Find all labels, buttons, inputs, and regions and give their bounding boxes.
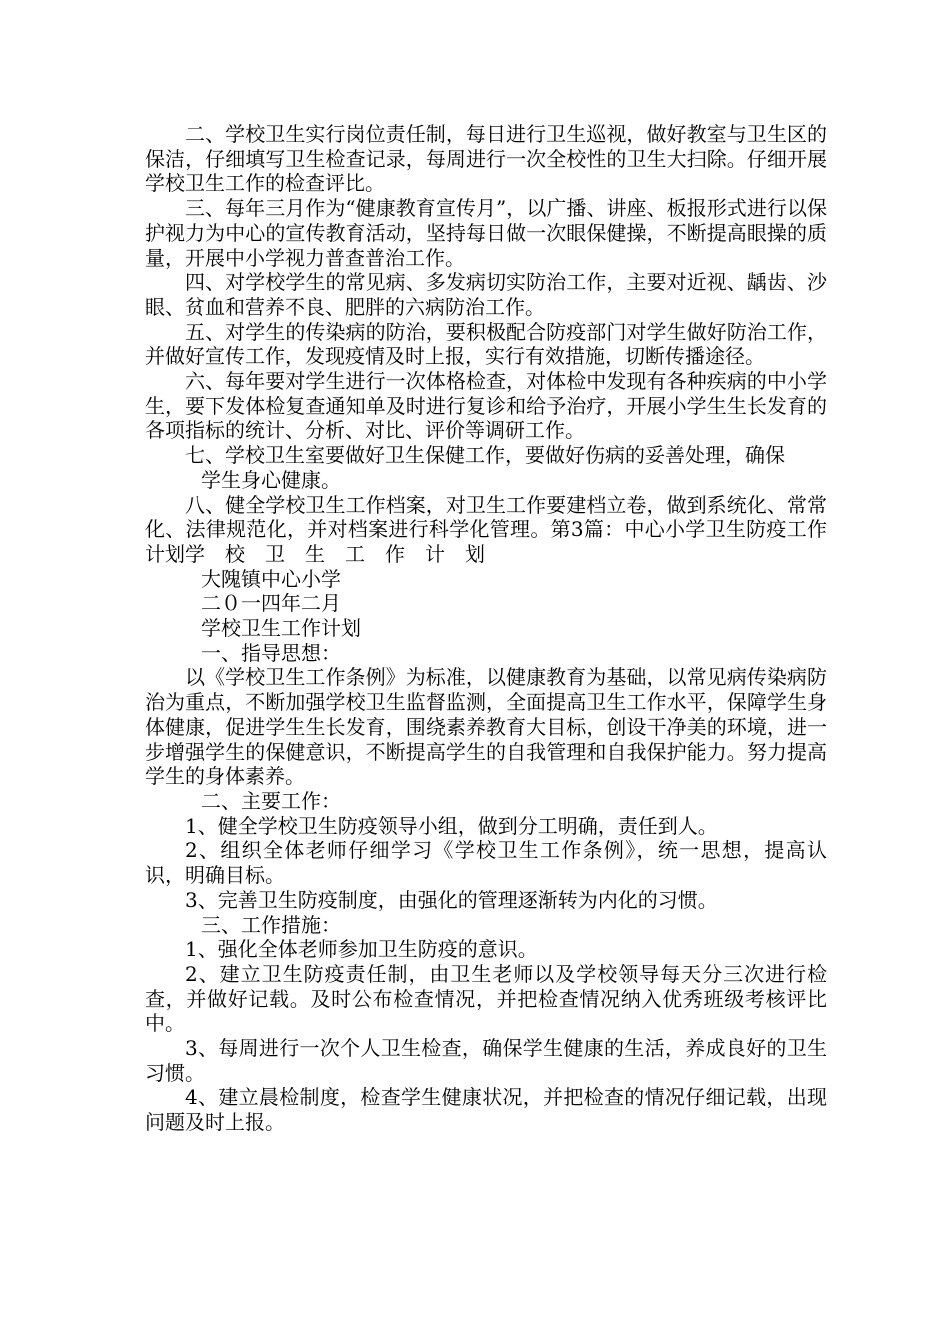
section-heading-measures: 三、工作措施： [201,912,341,937]
paragraph-8: 八、健全学校卫生工作档案，对卫生工作要建档立卷，做到系统化、常常化、法律规范化，并对档案进行科学化管理。第3篇：中心小学卫生防疫工作计划学 校 卫 生 工 作 计 划 [145,492,827,566]
measure-item-4: 4、建立晨检制度，检查学生健康状况，并把检查的情况仔细记载，出现问题及时上报。 [145,1085,827,1135]
document-date: 二０一四年二月 [201,591,341,616]
paragraph-4: 四、对学校学生的常见病、多发病切实防治工作，主要对近视、龋齿、沙眼、贫血和营养不良、肥胖的六病防治工作。 [145,270,827,319]
main-work-item-2: 2、组织全体老师仔细学习《学校卫生工作条例》，统一思想，提高认识，明确目标。 [145,838,827,888]
school-name: 大隗镇中心小学 [201,566,341,591]
paragraph-2: 二、学校卫生实行岗位责任制，每日进行卫生巡视，做好教室与卫生区的保洁，仔细填写卫生检查记录，每周进行一次全校性的卫生大扫除。仔细开展学校卫生工作的检查评比。 [145,122,827,196]
document-body [145,122,827,1135]
guiding-ideology-text: 以《学校卫生工作条例》为标准，以健康教育为基础，以常见病传染病防治为重点，不断加强学校卫生监督监测，全面提高卫生工作水平，保障学生身体健康，促进学生生长发育，围绕素养教育大目标，创设干净美的环境，进一步增强学生的保健意识，不断提高学生的自我管理和自我保护能力。努力提高学生的身体素养。 [145,665,827,789]
paragraph-5: 五、对学生的传染病的防治，要积极配合防疫部门对学生做好防治工作，并做好宣传工作，发现疫情及时上报，实行有效措施，切断传播途径。 [145,319,827,369]
plan-title: 学校卫生工作计划 [201,616,361,641]
measure-item-1: 1、强化全体老师参加卫生防疫的意识。 [185,937,538,962]
paragraph-6: 六、每年要对学生进行一次体格检查，对体检中发现有各种疾病的中小学生，要下发体检复查通知单及时进行复诊和给予治疗，开展小学生生长发育的各项指标的统计、分析、对比、评价等调研工作。 [145,369,827,443]
paragraph-7: 七、学校卫生室要做好卫生保健工作，要做好伤病的妥善处理，确保 [185,443,785,468]
main-work-item-3: 3、完善卫生防疫制度，由强化的管理逐渐转为内化的习惯。 [185,887,718,912]
paragraph-3: 三、每年三月作为“健康教育宣传月”，以广播、讲座、板报形式进行以保护视力为中心的宣传教育活动，坚持每日做一次眼保健操，不断提高眼操的质量，开展中小学视力普查普治工作。 [145,196,827,270]
main-work-item-1: 1、健全学校卫生防疫领导小组，做到分工明确，责任到人。 [185,813,718,838]
section-heading-guiding-ideology: 一、指导思想： [201,640,341,665]
measure-item-3: 3、每周进行一次个人卫生检查，确保学生健康的生活，养成良好的卫生习惯。 [145,1036,827,1085]
paragraph-7-continued: 学生身心健康。 [201,467,341,492]
section-heading-main-work: 二、主要工作： [201,788,341,813]
measure-item-2: 2、建立卫生防疫责任制，由卫生老师以及学校领导每天分三次进行检查，并做好记载。及时公布检查情况，并把检查情况纳入优秀班级考核评比中。 [145,961,827,1036]
